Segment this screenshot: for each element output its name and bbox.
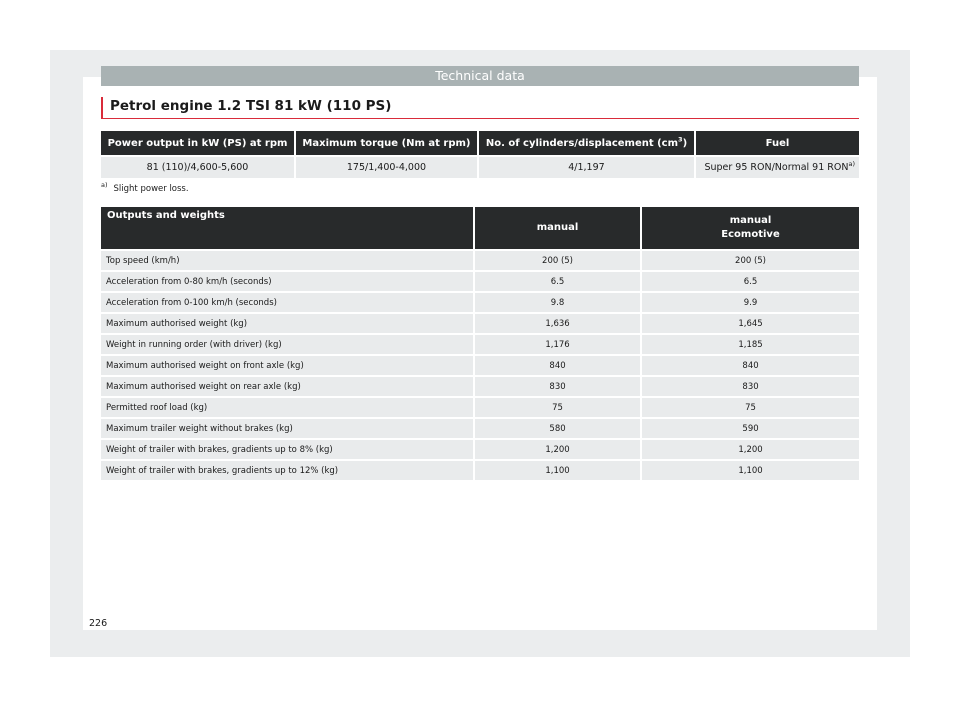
page-number: 226 <box>89 618 108 629</box>
row-manual: 840 <box>475 356 640 375</box>
table-row <box>101 377 859 396</box>
table-row <box>101 461 859 480</box>
section-title: Technical data <box>101 66 859 86</box>
row-manual: 6.5 <box>475 272 640 291</box>
header-torque: Maximum torque (Nm at rpm) <box>296 131 477 155</box>
header-ecomotive-line2: Ecomotive <box>721 229 780 240</box>
row-ecomotive: 200 (5) <box>642 251 859 270</box>
row-manual: 1,176 <box>475 335 640 354</box>
table-row <box>101 293 859 312</box>
outputs-table <box>99 205 861 482</box>
row-manual: 1,200 <box>475 440 640 459</box>
table-row <box>101 251 859 270</box>
row-label: Weight of trailer with brakes, gradients up to 8% (kg) <box>101 440 473 459</box>
header-ecomotive-line1: manual <box>729 215 772 226</box>
row-ecomotive: 830 <box>642 377 859 396</box>
engine-heading-text: Petrol engine 1.2 TSI 81 kW (110 PS) <box>110 98 392 114</box>
engine-table <box>99 129 861 180</box>
table-row <box>101 314 859 333</box>
row-label: Maximum authorised weight on front axle (kg) <box>101 356 473 375</box>
row-ecomotive: 1,100 <box>642 461 859 480</box>
row-label: Maximum authorised weight on rear axle (kg) <box>101 377 473 396</box>
row-label: Weight in running order (with driver) (kg) <box>101 335 473 354</box>
header-cylinders-text: No. of cylinders/displacement (cm <box>485 137 679 149</box>
cell-torque: 175/1,400-4,000 <box>296 157 477 178</box>
row-label: Acceleration from 0-80 km/h (seconds) <box>101 272 473 291</box>
header-outputs: Outputs and weights <box>101 207 473 249</box>
row-manual: 200 (5) <box>475 251 640 270</box>
row-label: Maximum authorised weight (kg) <box>101 314 473 333</box>
row-ecomotive: 590 <box>642 419 859 438</box>
cell-fuel-sup: a) <box>848 159 855 168</box>
row-label: Permitted roof load (kg) <box>101 398 473 417</box>
outputs-table-body <box>101 251 859 480</box>
outputs-table-header <box>101 207 859 249</box>
row-ecomotive: 1,185 <box>642 335 859 354</box>
header-cylinders <box>479 131 694 155</box>
row-label: Top speed (km/h) <box>101 251 473 270</box>
engine-table-header <box>101 131 859 155</box>
footnote-marker: a) <box>101 181 108 190</box>
footnote <box>101 181 189 194</box>
row-label: Maximum trailer weight without brakes (kg) <box>101 419 473 438</box>
row-ecomotive: 1,200 <box>642 440 859 459</box>
row-manual: 9.8 <box>475 293 640 312</box>
header-fuel: Fuel <box>696 131 859 155</box>
row-ecomotive: 840 <box>642 356 859 375</box>
cell-fuel-text: Super 95 RON/Normal 91 RON <box>704 162 849 173</box>
header-manual: manual <box>475 207 640 249</box>
header-cylinders-close: ) <box>682 137 688 149</box>
table-row <box>101 440 859 459</box>
row-ecomotive: 9.9 <box>642 293 859 312</box>
row-label: Acceleration from 0-100 km/h (seconds) <box>101 293 473 312</box>
row-manual: 75 <box>475 398 640 417</box>
row-manual: 830 <box>475 377 640 396</box>
table-row <box>101 398 859 417</box>
row-manual: 1,100 <box>475 461 640 480</box>
header-power: Power output in kW (PS) at rpm <box>101 131 294 155</box>
header-ecomotive <box>642 207 859 249</box>
cell-cylinders: 4/1,197 <box>479 157 694 178</box>
table-row <box>101 335 859 354</box>
row-manual: 1,636 <box>475 314 640 333</box>
row-ecomotive: 1,645 <box>642 314 859 333</box>
engine-heading <box>101 97 859 119</box>
row-ecomotive: 6.5 <box>642 272 859 291</box>
cell-power: 81 (110)/4,600-5,600 <box>101 157 294 178</box>
engine-table-row <box>101 157 859 178</box>
row-label: Weight of trailer with brakes, gradients up to 12% (kg) <box>101 461 473 480</box>
row-ecomotive: 75 <box>642 398 859 417</box>
table-row <box>101 419 859 438</box>
footnote-text: Slight power loss. <box>113 184 189 194</box>
row-manual: 580 <box>475 419 640 438</box>
cell-fuel <box>696 157 859 178</box>
table-row <box>101 272 859 291</box>
table-row <box>101 356 859 375</box>
header-cylinders-sup: 3 <box>678 135 683 144</box>
